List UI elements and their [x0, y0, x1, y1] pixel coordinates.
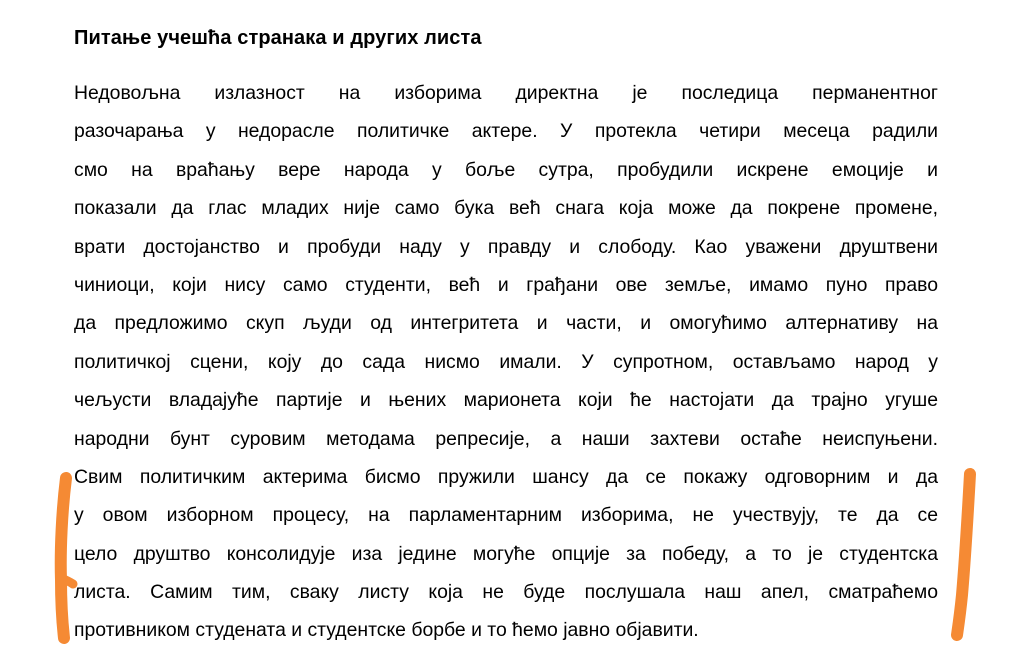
section-heading: Питање учешћа странака и других листа: [74, 27, 482, 49]
paragraph-line: народни бунт суровим методама репресије, а наши захтеви остаће неиспуњени.: [74, 427, 938, 450]
paragraph-line: Недовољна излазност на изборима директна је последица перманентног: [74, 82, 938, 104]
paragraph-line: цело друштво консолидује иза јединe могуће опције за победу, а то је студентска: [74, 542, 938, 565]
paragraph-line: смо на враћању вере народа у боље сутра, пробудили искрене емоције и: [74, 158, 938, 181]
right-highlight-stroke: [957, 474, 970, 635]
paragraph-line: листа. Самим тим, сваку листу која не буде послушала наш апел, сматраћемо: [74, 581, 938, 604]
left-highlight-stroke: [61, 478, 66, 638]
left-highlight-hook: [61, 578, 73, 584]
paragraph-line: врати достојанство и пробуди наду у правду и слободу. Као уважени друштвени: [74, 235, 938, 258]
paragraph-line: чељусти владајуће партије и њених марионета који ће настојати да трајно угуше: [74, 389, 938, 412]
paragraph-line: чиниоци, који нису само студенти, већ и грађани ове земље, имамо пуно право: [74, 273, 938, 296]
paragraph-line: Свим политичким актерима бисмо пружили шансу да се покажу одговорним и да: [74, 465, 938, 488]
paragraph-line: политичкој сцени, коју до сада нисмо имали. У супротном, остављамо народ у: [74, 350, 938, 373]
paragraph-line: показали да глас младих није само бука већ снага која може да покрене промене,: [74, 197, 938, 220]
right-highlight-mark: [940, 460, 990, 650]
paragraph-line: разочарања у недорасле политичке актере. У протекла четири месеца радили: [74, 120, 938, 143]
paragraph-line: противником студената и студентске борбе и то ћемо јавно објавити.: [74, 619, 699, 642]
paragraph-line: у овом изборном процесу, на парламентарним изборима, не учествују, те да се: [74, 504, 938, 527]
body-paragraph: [74, 74, 938, 650]
paragraph-line: да предложимо скуп људи од интегритета и части, и омогућимо алтернативу на: [74, 312, 938, 335]
